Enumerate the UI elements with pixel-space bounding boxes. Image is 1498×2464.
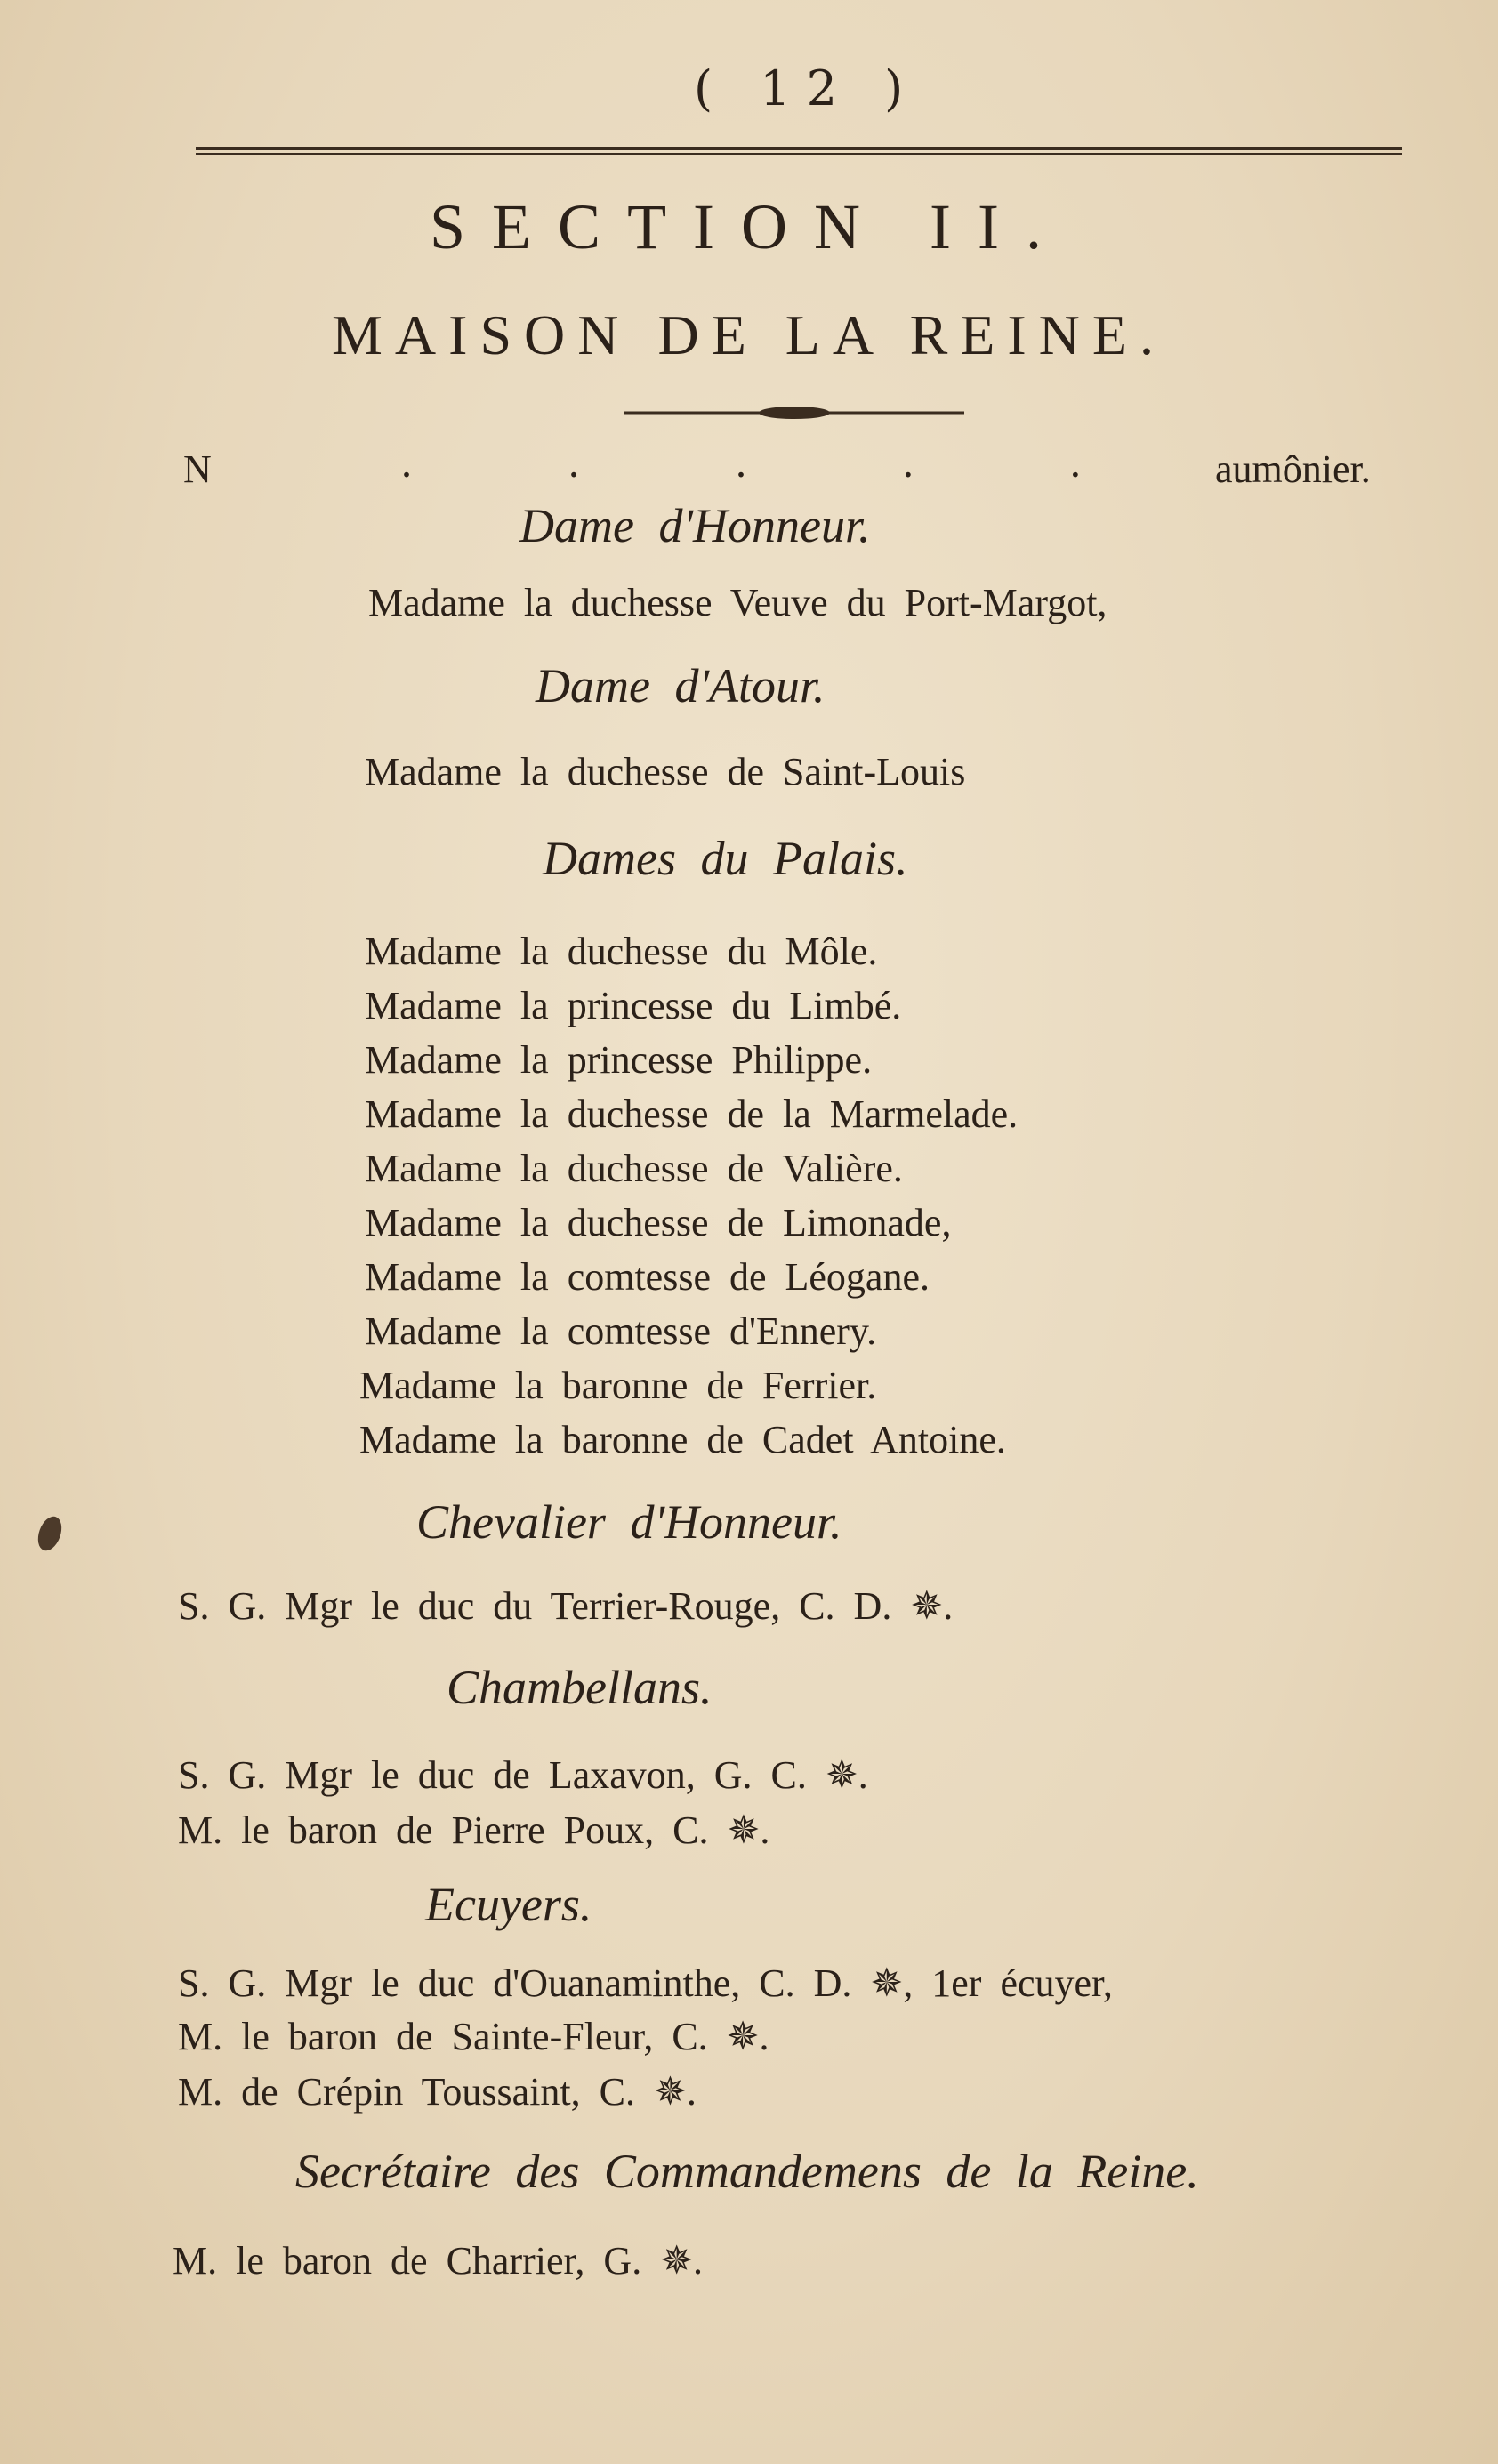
- top-rule: [192, 144, 1405, 157]
- entry-dames-palais: Madame la princesse du Limbé.: [365, 984, 902, 1027]
- heading-secretaire: Secrétaire des Commandemens de la Reine.: [295, 2145, 1199, 2198]
- heading-dame-honneur: Dame d'Honneur.: [519, 499, 871, 552]
- entry-dames-palais: Madame la baronne de Cadet Antoine.: [359, 1418, 1006, 1461]
- section-title: SECTION II.: [430, 191, 1068, 262]
- entry-dames-palais: Madame la duchesse de Valière.: [365, 1147, 903, 1190]
- entry-chambellans: S. G. Mgr le duc de Laxavon, G. C. ✵.: [178, 1753, 868, 1797]
- entry-dames-palais: Madame la comtesse de Léogane.: [365, 1255, 930, 1299]
- aumonier-title: aumônier.: [1215, 447, 1371, 491]
- entry-dame-honneur: Madame la duchesse Veuve du Port-Margot,: [368, 581, 1107, 624]
- aumonier-dots: . . . . .: [400, 441, 1153, 487]
- heading-chevalier-honneur: Chevalier d'Honneur.: [416, 1495, 842, 1549]
- entry-dames-palais: Madame la comtesse d'Ennery.: [365, 1309, 877, 1353]
- heading-dame-atour: Dame d'Atour.: [536, 659, 826, 713]
- ornament-divider: [623, 402, 966, 423]
- entry-chevalier-honneur: S. G. Mgr le duc du Terrier-Rouge, C. D. ✵.: [178, 1584, 954, 1628]
- heading-ecuyers: Ecuyers.: [425, 1878, 592, 1931]
- heading-chambellans: Chambellans.: [447, 1661, 713, 1714]
- aumonier-name: N: [183, 447, 212, 491]
- entry-dames-palais: Madame la baronne de Ferrier.: [359, 1364, 877, 1407]
- heading-dames-palais: Dames du Palais.: [543, 832, 908, 885]
- entry-dames-palais: Madame la duchesse de la Marmelade.: [365, 1092, 1019, 1136]
- entry-ecuyers: M. de Crépin Toussaint, C. ✵.: [178, 2070, 697, 2114]
- entry-ecuyers: S. G. Mgr le duc d'Ouanaminthe, C. D. ✵, 1er écuyer,: [178, 1961, 1113, 2005]
- entry-dame-atour: Madame la duchesse de Saint-Louis: [365, 750, 966, 793]
- page-number: ( 12 ): [694, 60, 920, 117]
- entry-chambellans: M. le baron de Pierre Poux, C. ✵.: [178, 1808, 770, 1852]
- entry-secretaire: M. le baron de Charrier, G. ✵.: [173, 2239, 704, 2283]
- entry-dames-palais: Madame la duchesse de Limonade,: [365, 1201, 952, 1244]
- entry-dames-palais: Madame la princesse Philippe.: [365, 1038, 873, 1082]
- entry-ecuyers: M. le baron de Sainte-Fleur, C. ✵.: [178, 2015, 769, 2058]
- maison-title: MAISON DE LA REINE.: [332, 303, 1166, 366]
- ink-spot: [34, 1513, 66, 1554]
- entry-dames-palais: Madame la duchesse du Môle.: [365, 930, 878, 973]
